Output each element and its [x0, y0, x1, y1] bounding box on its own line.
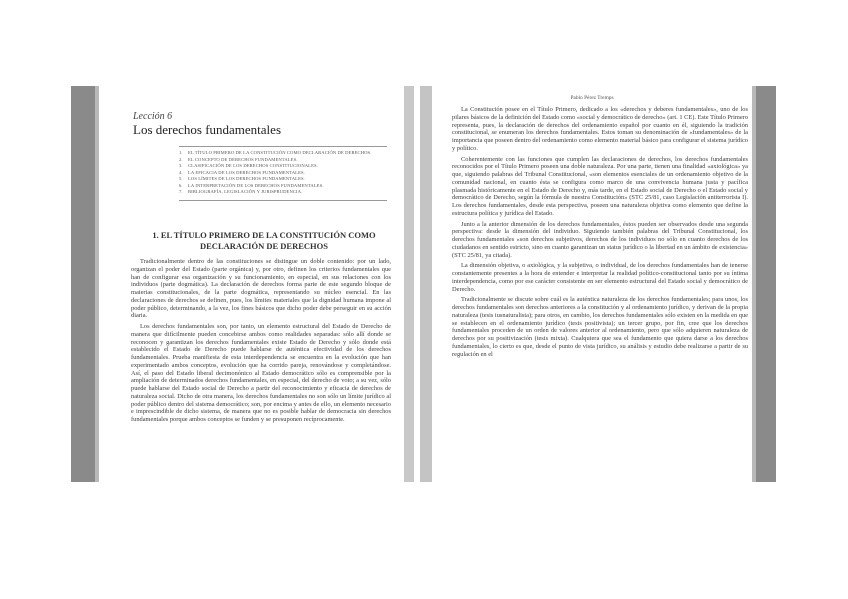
left-body-text: [131, 258, 391, 427]
lesson-number: Lección 6: [133, 111, 173, 122]
paragraph: La dimensión objetiva, o axiológica, y la subjetiva, o individual, de los derechos fundamentales han de tenerse constantemente presentes a la hora de entender e interpretar la realidad político-constitucional tanto por su íntima interdependencia, como por ese carácter consistente en ser elemento estructural del Estado social y democrático de Derecho.: [452, 262, 748, 293]
running-head-author: Pablo Pérez Tremps: [570, 95, 614, 101]
section-title-line: 1. EL TÍTULO PRIMERO DE LA CONSTITUCIÓN COMO: [152, 230, 376, 240]
lesson-title: Los derechos fundamentales: [133, 122, 282, 137]
paragraph: Tradicionalmente dentro de las constituciones se distingue un doble contenido: por un lado, organizan el poder del Estado (parte orgánica) y, por otro, definen los criterios fundamentales que han de configurar esa organización y su funcionamiento, en especial, en sus relaciones con los individuos (parte dogmática). La declaración de derechos forma parte de este segundo bloque de materias constitucionales, de la parte dogmática, representando su núcleo esencial. En las declaraciones de derechos se definen, pues, los límites materiales que la dignidad humana impone al poder público, determinando, a la vez, los fines básicos que dicho poder debe perseguir en su acción diaria.: [131, 258, 391, 320]
right-page-edge-shadow: [752, 86, 756, 482]
toc-item: 1. EL TÍTULO PRIMERO DE LA CONSTITUCIÓN COMO DECLARACIÓN DE DERECHOS.: [179, 150, 372, 155]
table-of-contents: [179, 150, 391, 196]
toc-item: 7. BIBLIOGRAFÍA, LEGISLACIÓN Y JURISPRUDENCIA.: [179, 189, 303, 194]
paragraph: Coherentemente con las funciones que cumplen las declaraciones de derechos, los derechos fundamentales reconocidos por el Título Primero poseen una doble naturaleza. Por una parte, tienen una finalidad «axiológica» ya que, siguiendo palabras del Tribunal Constitucional, «son elementos esenciales de un ordenamiento objetivo de la comunidad nacional, en cuanto ésta se configura como marco de una convivencia humana justa y pacífica plasmada históricamente en el Estado de Derecho y, más tarde, en el Estado social de Derecho o el Estado social y democrático de Derecho, según la fórmula de nuestra Constitución» (STC 25/81, caso Legislación antiterrorista I). Los derechos fundamentales, desde esta perspectiva, poseen una naturaleza objetiva como elemento que define la estructura política y jurídica del Estado.: [452, 155, 748, 217]
paragraph: Los derechos fundamentales son, por tanto, un elemento estructural del Estado de Derecho de manera que difícilmente pueden concebirse ambos como realidades separadas: sólo allí donde se reconocen y garantizan los derechos fundamentales existe Estado de Derecho y sólo donde está establecido el Estado de Derecho puede hablarse de auténtica efectividad de los derechos fundamentales. Prueba manifiesta de esta interdependencia se encuentra en la evolución que han experimentado ambos conceptos, evolución que ha corrido pareja, renovándose y completándose. Así, el paso del Estado liberal decimonónico al Estado democrático sólo es comprensible por la ampliación de determinados derechos fundamentales, en especial, del derecho de voto; a su vez, sólo puede hablarse del Estado social de Derecho a partir del reconocimiento y eficacia de derechos de naturaleza social. Dicho de otra manera, los derechos fundamentales no son sólo un límite jurídico al poder público dentro del sistema democrático; son, por encima y antes de ello, un elemento necesario e imprescindible de dicho sistema, de manera que no es posible hablar de democracia sin derechos fundamentales porque ambos conceptos se funden y se presuponen recíprocamente.: [131, 323, 391, 423]
toc-bottom-rule: [179, 200, 387, 201]
toc-top-rule: [179, 146, 387, 147]
left-spine-shadow: [404, 86, 414, 482]
left-page: [99, 86, 404, 482]
right-spine-shadow: [420, 86, 432, 482]
section-title-line: DECLARACIÓN DE DERECHOS: [200, 241, 328, 251]
toc-item: 3. CLASIFICACIÓN DE LOS DERECHOS CONSTITUCIONALES.: [179, 163, 318, 168]
toc-item: 6. LA INTERPRETACIÓN DE LOS DERECHOS FUNDAMENTALES.: [179, 182, 324, 188]
toc-item: 4. LA EFICACIA DE LOS DERECHOS FUNDAMENTALES.: [179, 169, 305, 175]
toc-item: 2. EL CONCEPTO DE DERECHOS FUNDAMENTALES.: [179, 156, 298, 162]
section-title: [139, 230, 389, 252]
paragraph: Junto a la anterior dimensión de los derechos fundamentales, éstos pueden ser observados desde una segunda perspectiva: desde la dimensión del individuo. Siguiendo también palabras del Tribunal Constitucional, los derechos fundamentales «son derechos subjetivos, derechos de los individuos no sólo en cuanto derechos de los ciudadanos en sentido estricto, sino en cuanto garantizan un status jurídico o la libertad en un ámbito de existencia» (STC 25/81, ya citada).: [452, 220, 748, 259]
right-page: [432, 86, 752, 482]
toc-item: 5. LOS LÍMITES DE LOS DERECHOS FUNDAMENTALES.: [179, 176, 305, 181]
paragraph: La Constitución posee en el Título Primero, dedicado a los «derechos y deberes fundamentales», uno de los pilares básicos de la definición del Estado como «social y democrático de derecho» (art. 1 CE). Este Título Primero representa, pues, la declaración de derechos del ordenamiento español por cuanto en él, siguiendo la tradición constitucional, se enumeran los derechos fundamentales. Estos toman su denominación de «fundamentales» de la importancia que poseen dentro del ordenamiento como elemento material básico para configurar el sistema jurídico y político.: [452, 106, 748, 152]
paragraph: Tradicionalmente se discute sobre cuál es la auténtica naturaleza de los derechos fundamentales; para unos, los derechos fundamentales son derechos anteriores a la constitución y al ordenamiento jurídico, y derivan de la propia naturaleza (tesis iusnaturalista); para otros, en cambio, los derechos fundamentales sólo existen en la medida en que se establecen en el ordenamiento jurídico (tesis positivista); un tercer grupo, por fin, cree que los derechos fundamentales proceden de un orden de valores anterior al ordenamiento, pero que sólo adquieren naturaleza de derechos por su positivización (tesis mixta). Cualquiera que sea el fundamento que quiera darse a los derechos fundamentales, lo cierto es que, desde el punto de vista jurídico, su análisis y estudio debe realizarse a partir de su regulación en el: [452, 296, 748, 358]
right-body-text: [452, 106, 748, 361]
